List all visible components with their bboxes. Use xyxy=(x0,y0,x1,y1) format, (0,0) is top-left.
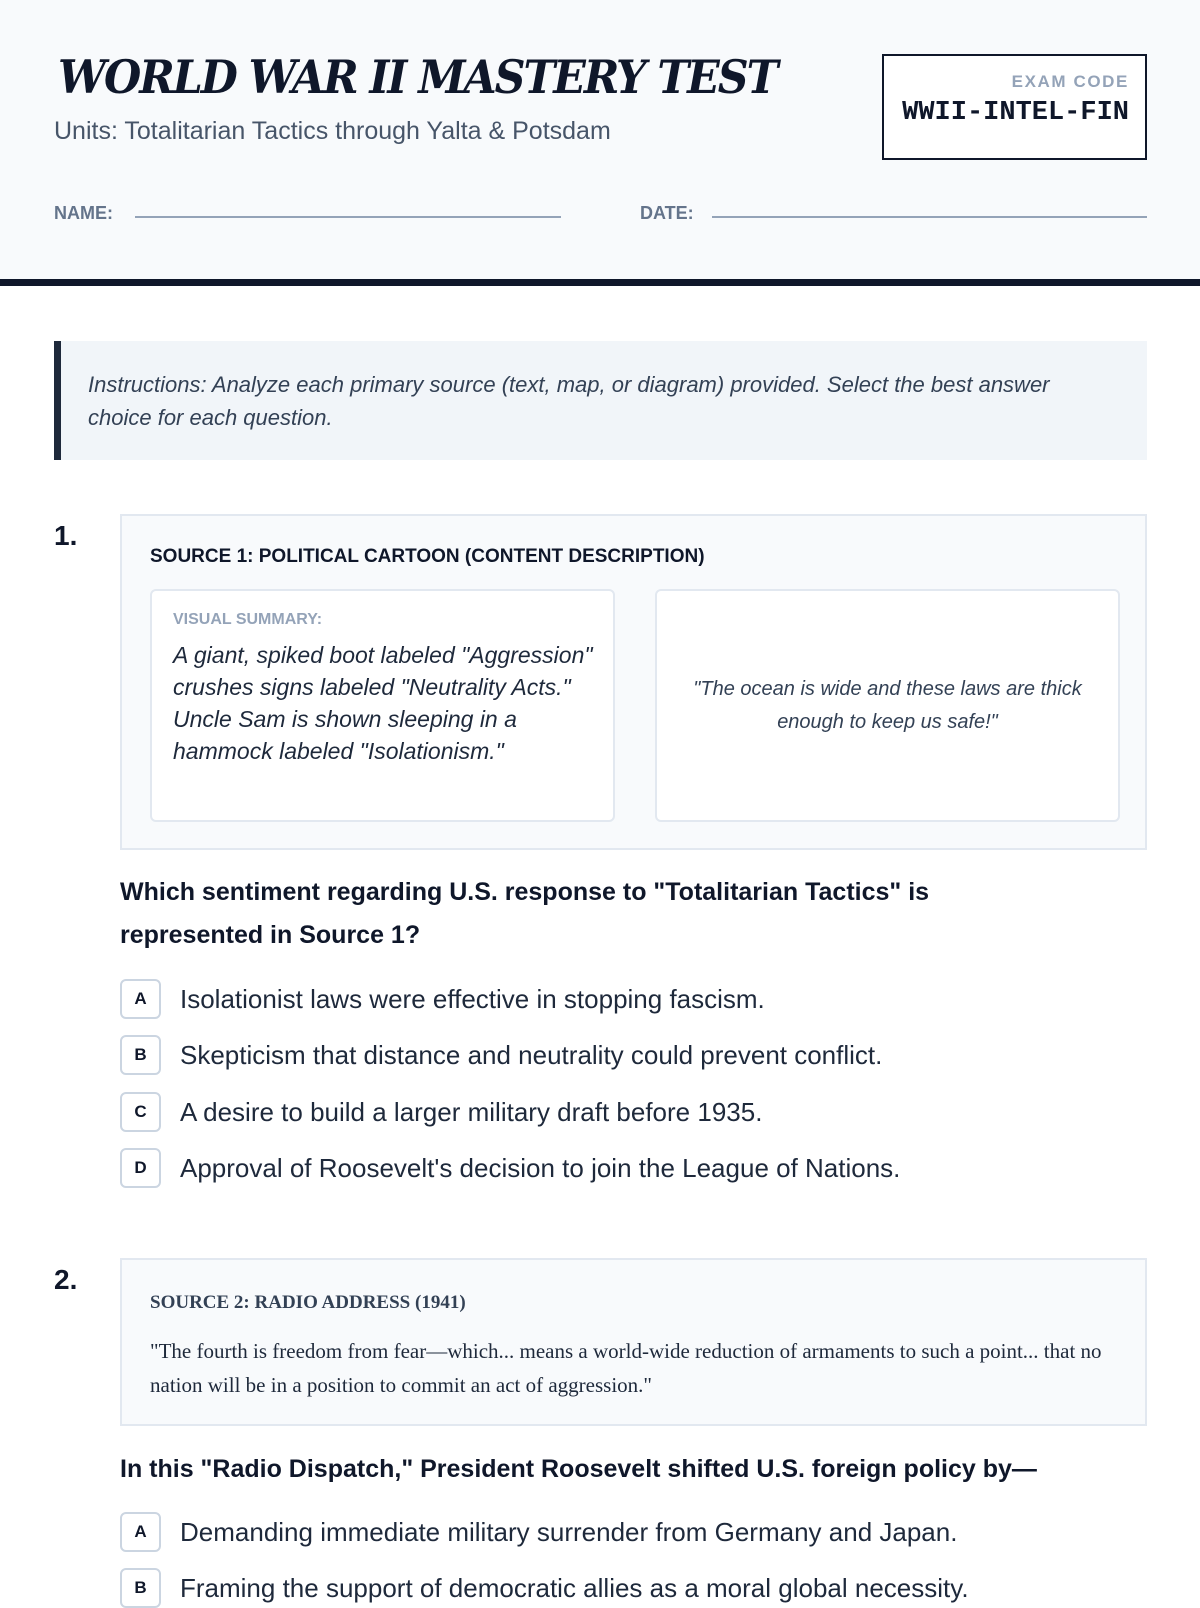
option-letter-badge[interactable]: D xyxy=(120,1148,161,1188)
question-number-2: 2. xyxy=(54,1264,78,1295)
exam-code-label: EXAM CODE xyxy=(1011,72,1129,91)
page-subtitle: Units: Totalitarian Tactics through Yalta & Potsdam xyxy=(54,117,611,145)
question-2-prompt: In this "Radio Dispatch," President Roosevelt shifted U.S. foreign policy by— xyxy=(120,1455,1037,1483)
source-1-box xyxy=(120,514,1147,850)
exam-code-value: WWII-INTEL-FIN xyxy=(902,98,1129,128)
q1-option-c[interactable] xyxy=(120,1092,762,1132)
visual-summary-text: A giant, spiked boot labeled "Aggression" crushes signs labeled "Neutrality Acts." Uncle Sam is shown sleeping in a hammock labeled "Isolationism." xyxy=(173,642,593,764)
question-number-1: 1. xyxy=(54,520,78,551)
q1-option-a[interactable] xyxy=(120,979,765,1019)
exam-code-box xyxy=(882,54,1147,160)
option-text: A desire to build a larger military draft before 1935. xyxy=(180,1096,763,1127)
option-letter-badge[interactable]: A xyxy=(120,1512,161,1552)
option-text: Demanding immediate military surrender from Germany and Japan. xyxy=(180,1516,958,1547)
page-title: WORLD WAR II MASTERY TEST xyxy=(58,50,777,104)
source-2-quote: "The fourth is freedom from fear—which... means a world-wide reduction of armaments to such a point... that no nation will be in a position to commit an act of aggression." xyxy=(150,1339,1102,1397)
option-letter-badge[interactable]: B xyxy=(120,1568,161,1608)
caption-quote: "The ocean is wide and these laws are thick enough to keep us safe!" xyxy=(693,677,1082,733)
option-text: Framing the support of democratic allies as a moral global necessity. xyxy=(180,1572,969,1603)
option-letter-badge[interactable]: A xyxy=(120,979,161,1019)
instructions-callout: Instructions: Analyze each primary source (text, map, or diagram) provided. Select the best answer choice for each question. xyxy=(54,341,1147,460)
option-text: Skepticism that distance and neutrality could prevent conflict. xyxy=(180,1039,883,1070)
date-label: DATE: xyxy=(640,203,694,223)
exam-header xyxy=(0,0,1200,286)
option-letter-badge[interactable]: C xyxy=(120,1092,161,1132)
q1-option-d[interactable] xyxy=(120,1148,900,1188)
question-1-prompt: Which sentiment regarding U.S. response to "Totalitarian Tactics" is represented in Source 1? xyxy=(120,878,930,949)
visual-summary-label: VISUAL SUMMARY: xyxy=(173,611,323,628)
name-label: NAME: xyxy=(54,203,113,223)
source-1-title: SOURCE 1: POLITICAL CARTOON (CONTENT DESCRIPTION) xyxy=(150,546,705,567)
q2-option-a[interactable] xyxy=(120,1512,957,1552)
option-text: Approval of Roosevelt's decision to join the League of Nations. xyxy=(180,1152,901,1183)
date-field[interactable] xyxy=(712,216,1147,218)
source-2-box xyxy=(120,1258,1147,1426)
visual-summary-card xyxy=(150,589,615,822)
source-2-title: SOURCE 2: RADIO ADDRESS (1941) xyxy=(150,1292,466,1313)
name-field[interactable] xyxy=(135,216,561,218)
caption-card xyxy=(655,589,1120,822)
q2-option-b[interactable] xyxy=(120,1568,969,1608)
q1-option-b[interactable] xyxy=(120,1035,882,1075)
option-text: Isolationist laws were effective in stopping fascism. xyxy=(180,983,765,1014)
option-letter-badge[interactable]: B xyxy=(120,1035,161,1075)
